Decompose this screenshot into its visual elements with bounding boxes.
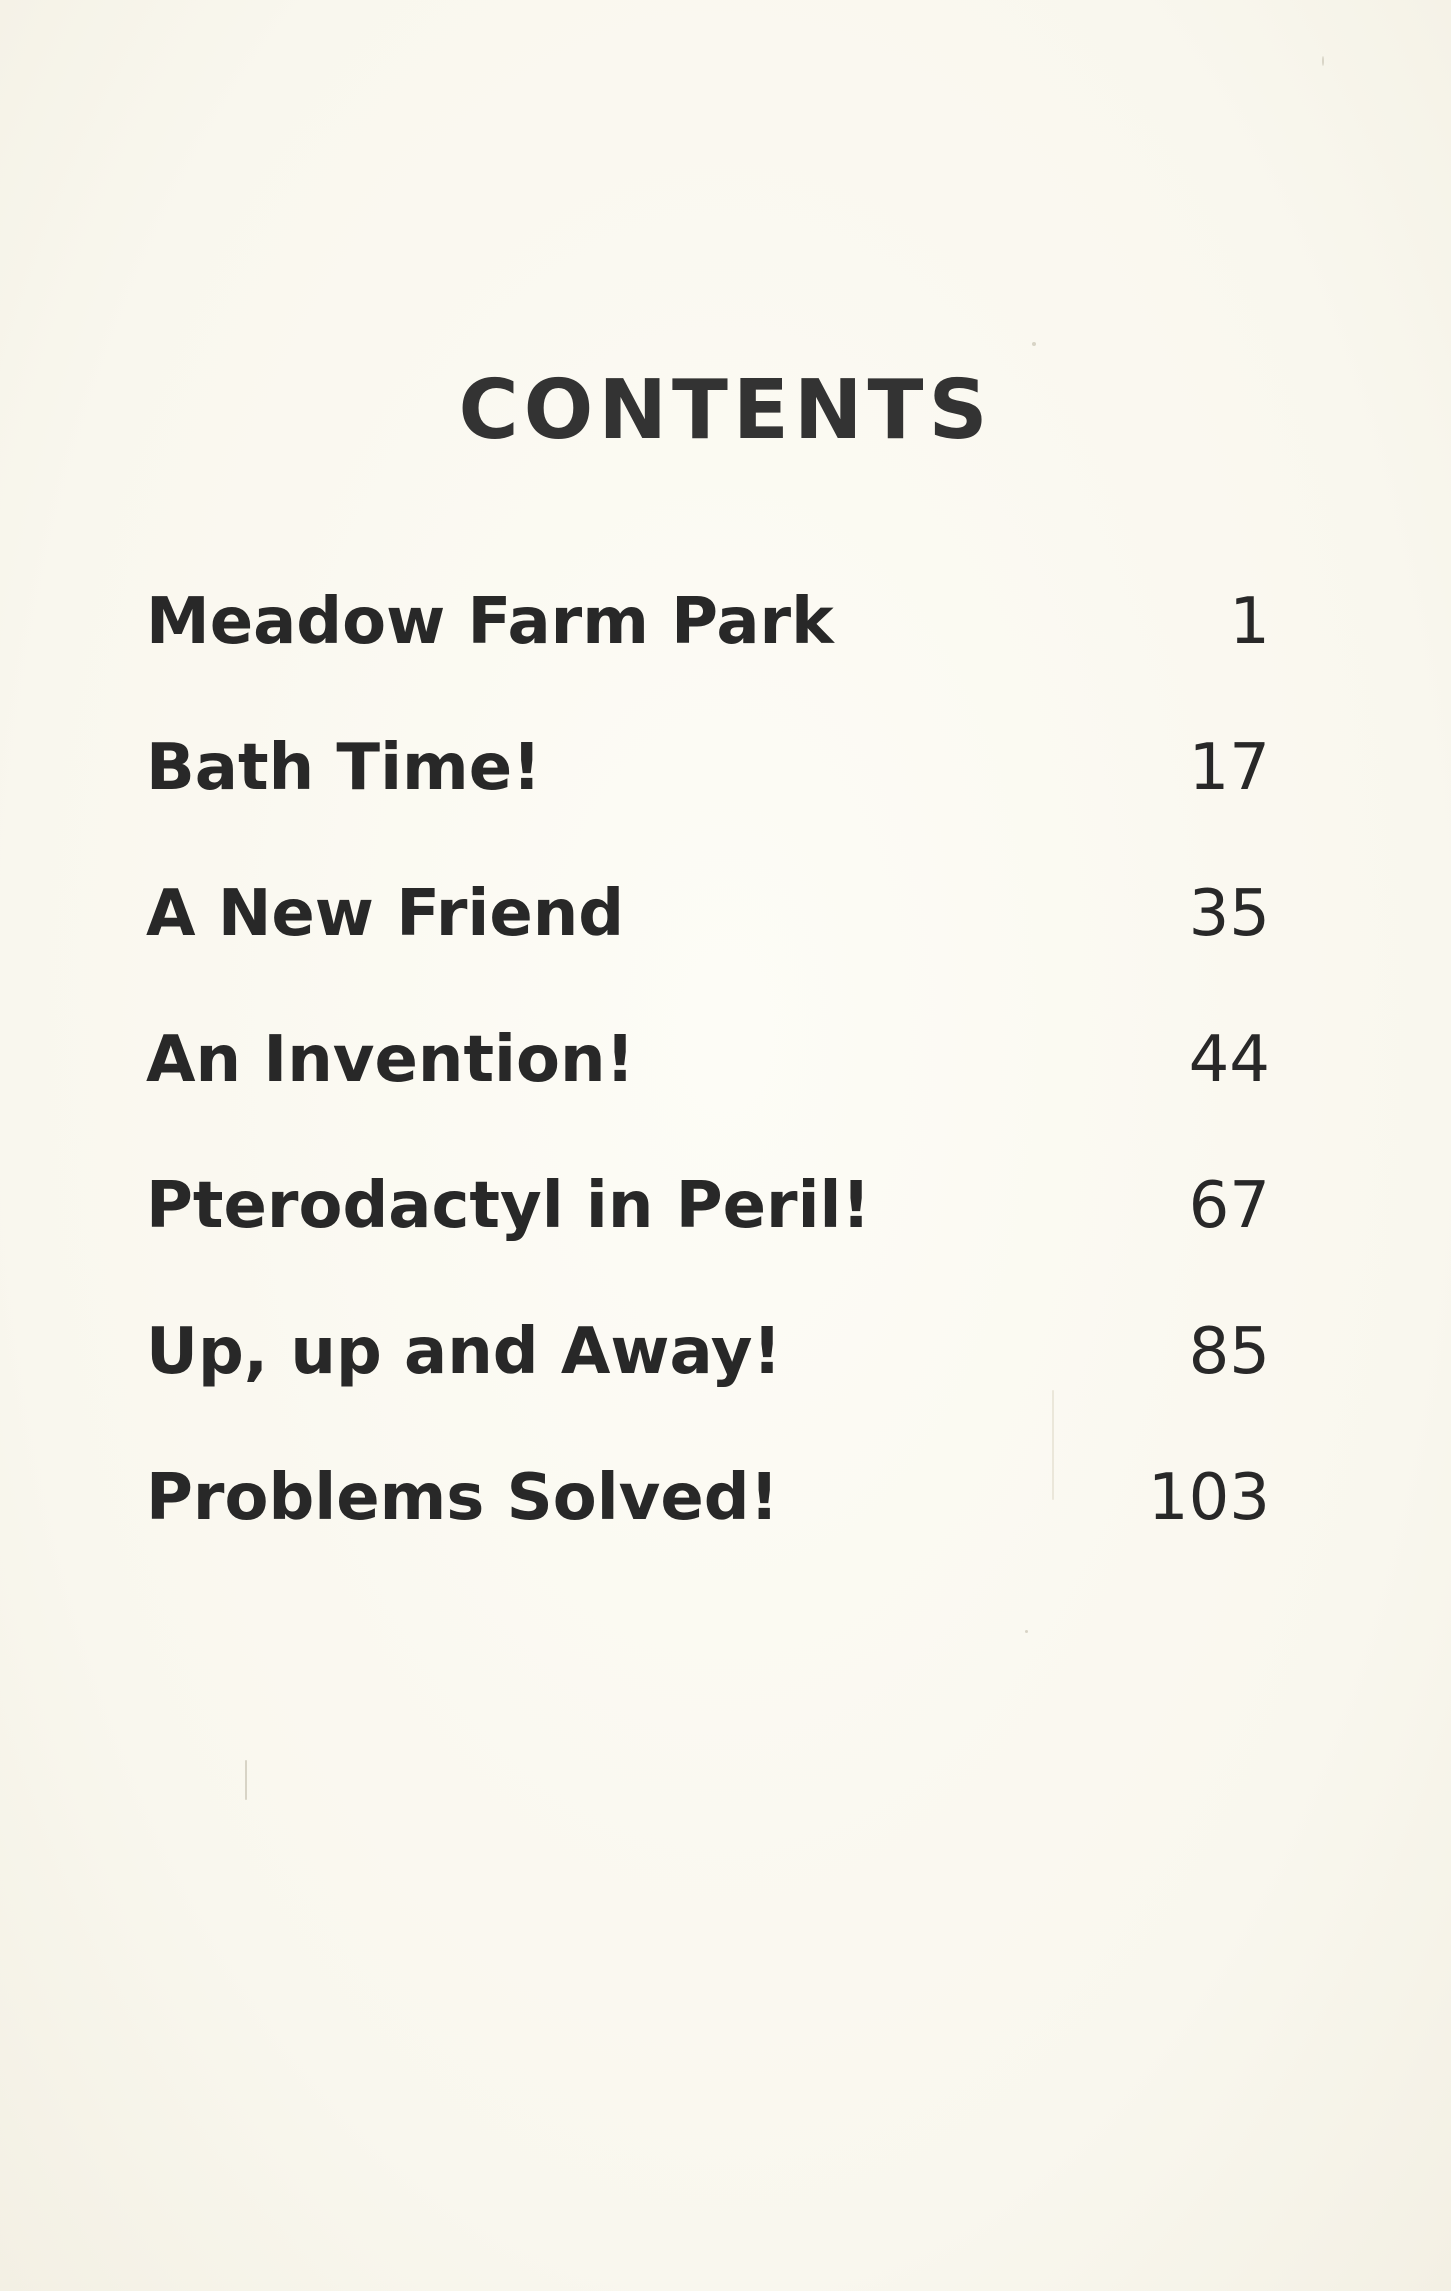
toc-entry-bath-time — [146, 731, 1270, 882]
chapter-title: Problems Solved! — [146, 1461, 779, 1535]
toc-entry-problems-solved — [146, 1461, 1270, 1612]
chapter-title: Up, up and Away! — [146, 1315, 782, 1389]
chapter-page-number: 35 — [1188, 877, 1270, 951]
paper-speck — [1052, 1390, 1054, 1500]
paper-speck — [245, 1760, 247, 1800]
table-of-contents — [146, 585, 1270, 1612]
chapter-title: Bath Time! — [146, 731, 542, 805]
paper-speck — [1032, 342, 1036, 346]
chapter-page-number: 85 — [1188, 1315, 1270, 1389]
paper-speck — [1025, 1630, 1028, 1633]
chapter-page-number: 44 — [1188, 1023, 1270, 1097]
toc-entry-pterodactyl-in-peril — [146, 1169, 1270, 1320]
contents-heading: CONTENTS — [458, 363, 993, 458]
toc-entry-meadow-farm-park — [146, 585, 1270, 736]
chapter-page-number: 1 — [1229, 585, 1270, 659]
paper-speck — [1322, 56, 1324, 66]
chapter-title: An Invention! — [146, 1023, 635, 1097]
toc-entry-up-up-and-away — [146, 1315, 1270, 1466]
chapter-page-number: 103 — [1147, 1461, 1270, 1535]
toc-entry-a-new-friend — [146, 877, 1270, 1028]
chapter-page-number: 17 — [1188, 731, 1270, 805]
toc-entry-an-invention — [146, 1023, 1270, 1174]
chapter-page-number: 67 — [1188, 1169, 1270, 1243]
chapter-title: A New Friend — [146, 877, 625, 951]
chapter-title: Meadow Farm Park — [146, 585, 834, 659]
chapter-title: Pterodactyl in Peril! — [146, 1169, 871, 1243]
